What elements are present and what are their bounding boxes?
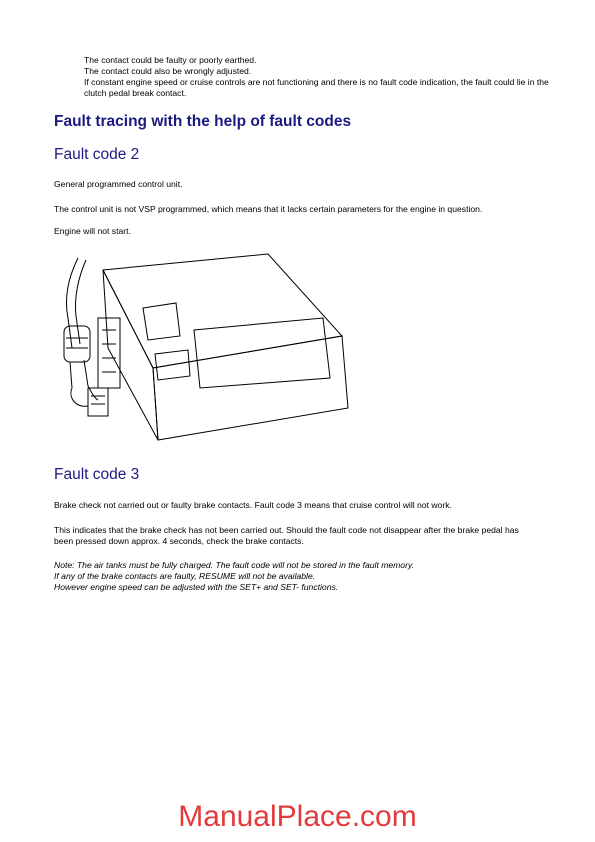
- note-block: [54, 560, 539, 593]
- fault-code-2-paragraph-2: The control unit is not VSP programmed, which means that it lacks certain parameters for the engine in question.: [54, 204, 483, 214]
- footer-watermark: ManualPlace.com: [178, 800, 417, 833]
- section-title: Fault tracing with the help of fault codes: [54, 113, 352, 130]
- note-line: However engine speed can be adjusted with the SET+ and SET- functions.: [54, 582, 339, 592]
- fault-code-2-paragraph-1: General programmed control unit.: [54, 179, 183, 189]
- control-unit-illustration: [58, 248, 368, 448]
- intro-text: [84, 55, 554, 99]
- fault-code-2-heading: Fault code 2: [54, 146, 140, 163]
- note-line: Note: The air tanks must be fully charged. The fault code will not be stored in the fault memory.: [54, 560, 414, 570]
- fault-code-3-paragraph-1: Brake check not carried out or faulty brake contacts. Fault code 3 means that cruise control will not work.: [54, 500, 452, 510]
- note-line: If any of the brake contacts are faulty, RESUME will not be available.: [54, 571, 316, 581]
- fault-code-3-paragraph-2: This indicates that the brake check has not been carried out. Should the fault code not disappear after the brake pedal has been pressed down approx. 4 seconds, check the brake contacts.: [54, 525, 519, 546]
- intro-line: The contact could be faulty or poorly earthed.: [84, 55, 257, 65]
- intro-line: The contact could also be wrongly adjusted.: [84, 66, 252, 76]
- intro-line: If constant engine speed or cruise controls are not functioning and there is no fault code indication, the fault could lie in the clutch pedal break contact.: [84, 77, 549, 98]
- fault-code-2-paragraph-3: Engine will not start.: [54, 226, 131, 236]
- fault-code-3-heading: Fault code 3: [54, 466, 140, 483]
